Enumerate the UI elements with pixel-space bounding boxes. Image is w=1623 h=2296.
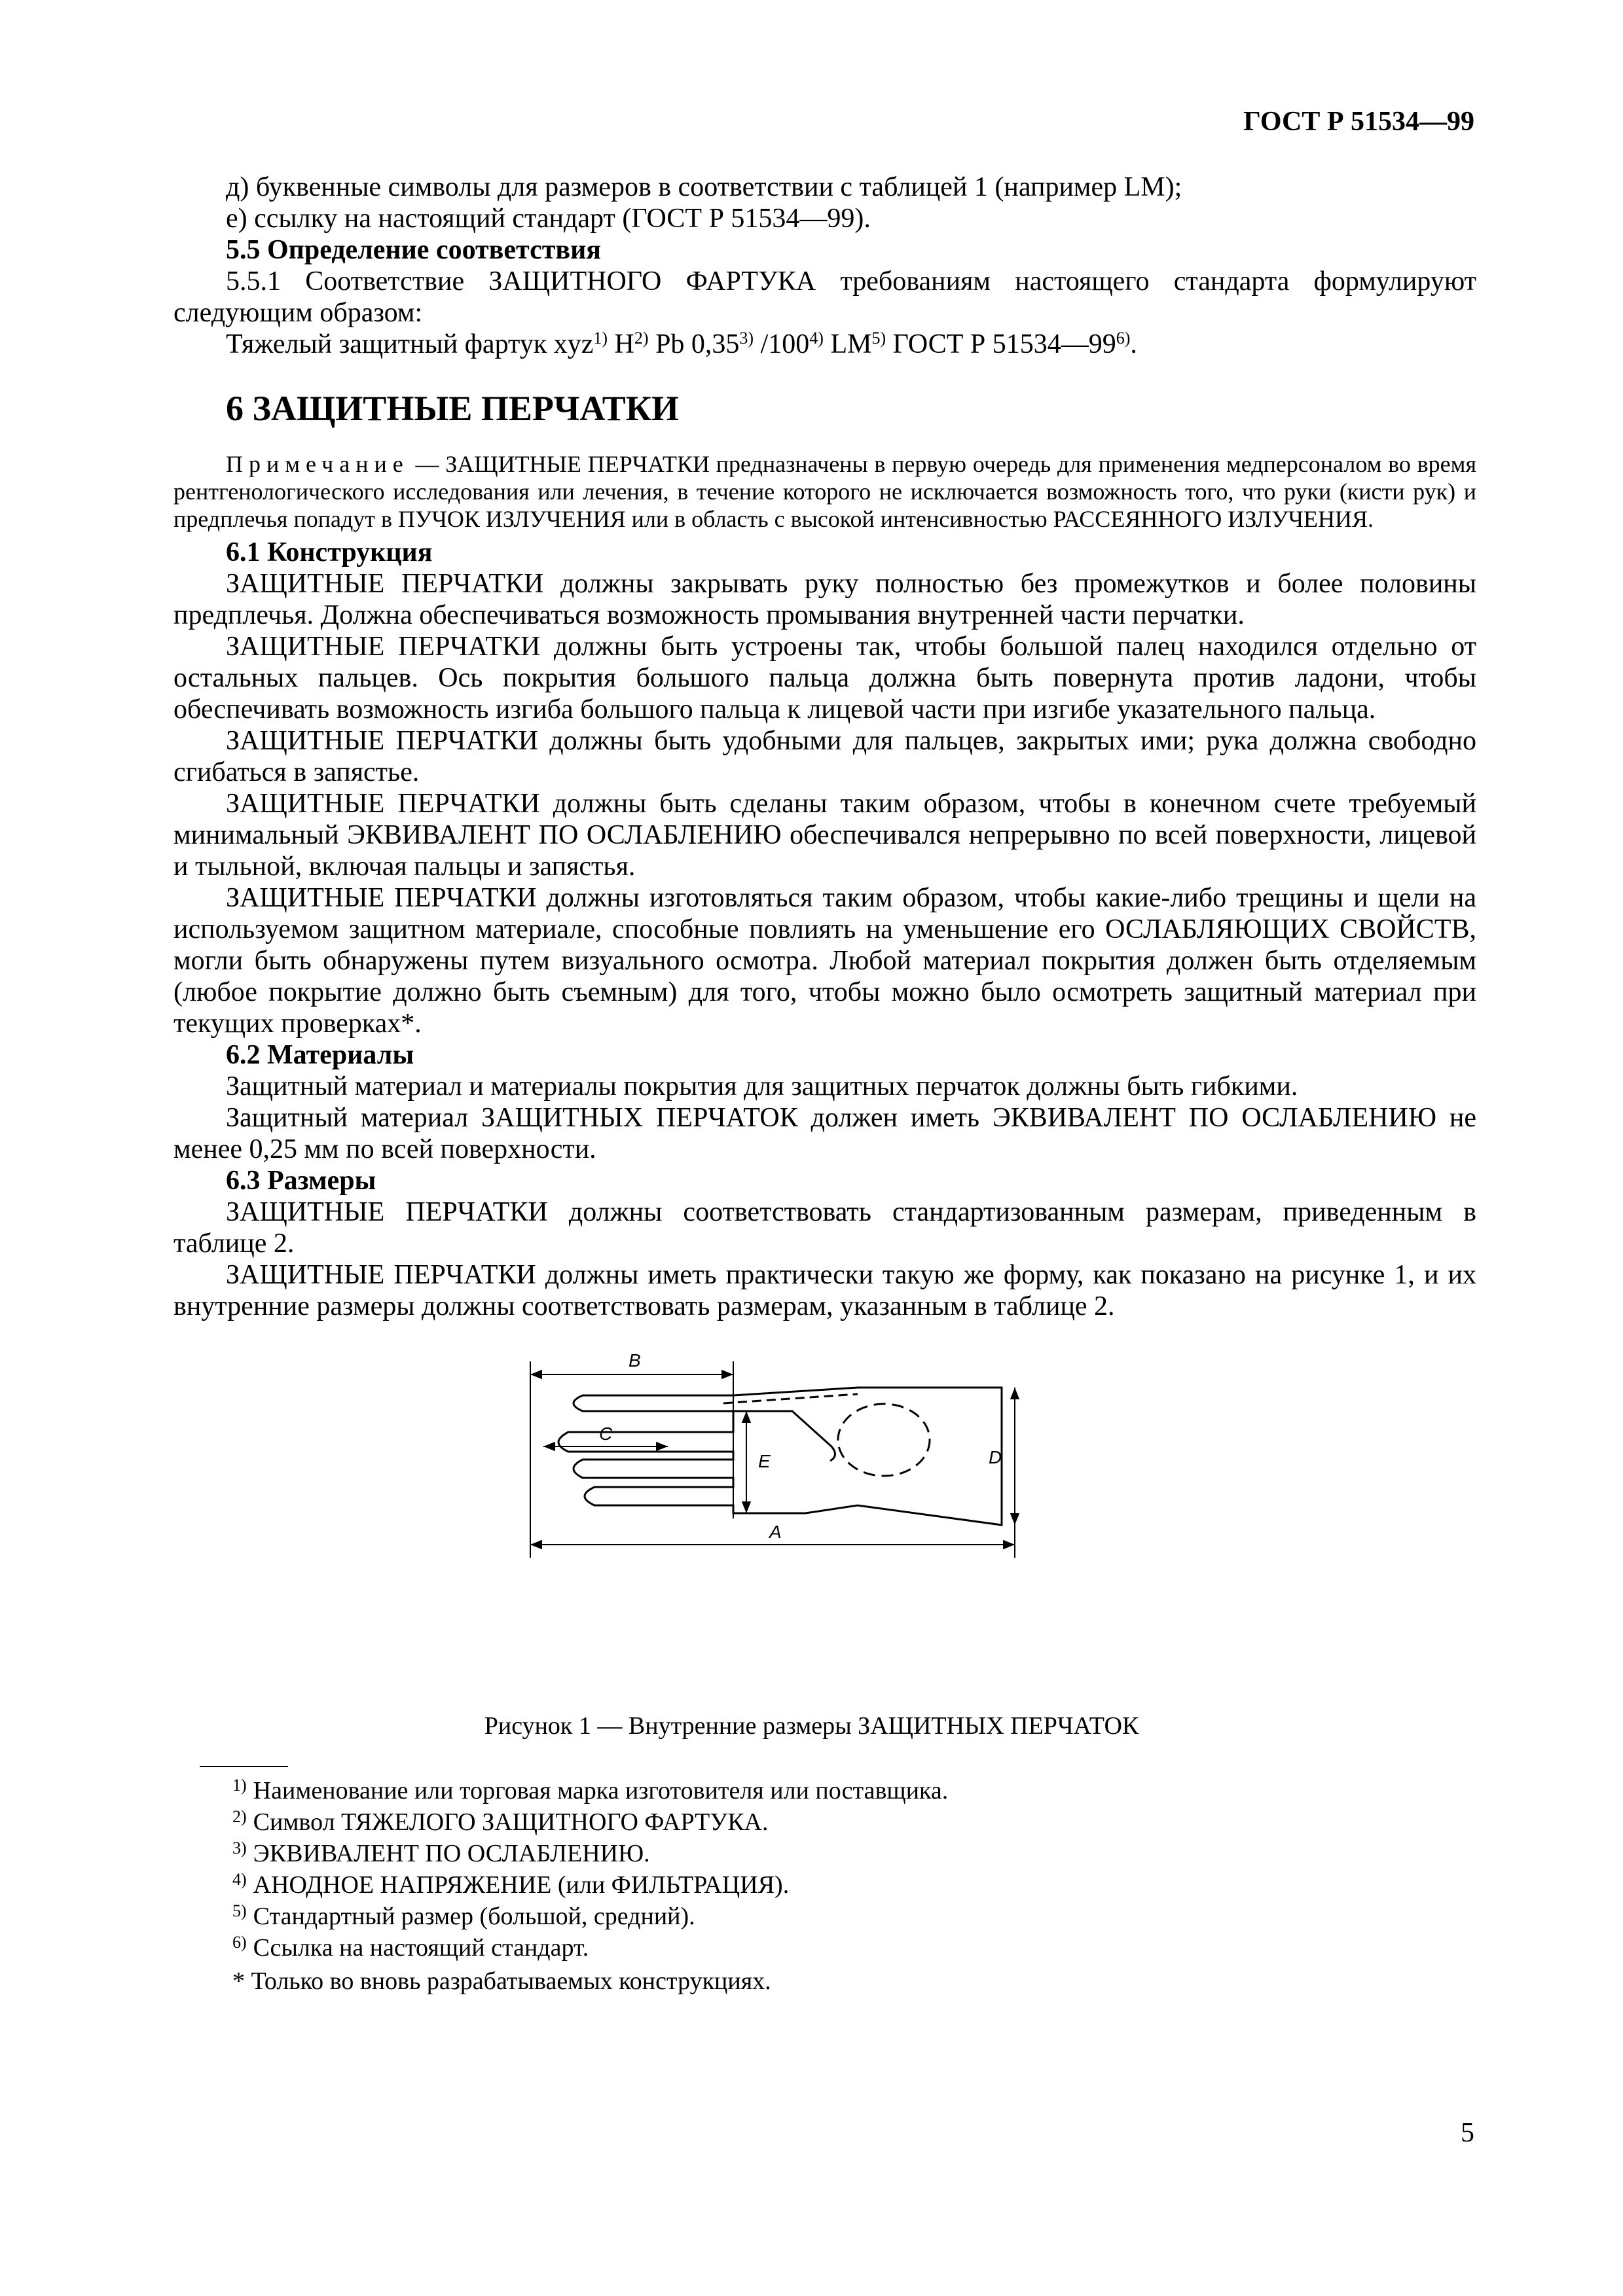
footnote-mark-4: 4) bbox=[232, 1870, 247, 1889]
footnote-ref-4: 4) bbox=[809, 329, 824, 348]
formula-text-1: Тяжелый защитный фартук xyz bbox=[226, 329, 594, 359]
paragraph-6-1-5: ЗАЩИТНЫЕ ПЕРЧАТКИ должны изготовляться таким образом, чтобы какие-либо трещины и щели на используемом защитном материале, способные повлиять на уменьшение его ОСЛАБЛЯЮЩИХ СВОЙСТВ, могли быть обнаружены путем визуального осмотра. Любой материал покрытия должен быть отделяемым (любое покрытие должно быть съемным) для того, чтобы можно было осмотреть защитный материал при текущих проверках*. bbox=[173, 883, 1476, 1039]
footnote-ref-6: 6) bbox=[1116, 329, 1131, 348]
footnote-text-4: АНОДНОЕ НАПРЯЖЕНИЕ (или ФИЛЬТРАЦИЯ). bbox=[253, 1871, 790, 1899]
footnote-ref-5: 5) bbox=[871, 329, 886, 348]
page-number: 5 bbox=[1461, 2118, 1474, 2148]
note-text: — ЗАЩИТНЫЕ ПЕРЧАТКИ предназначены в первую очередь для применения медперсоналом во время рентгенологического исследования или лечения, в течение которого не исключается возможность того, что руки (кисти рук) и предплечья попадут в ПУЧОК ИЗЛУЧЕНИЯ или в область с высокой интенсивностью РАССЕЯННОГО ИЗЛУЧЕНИЯ. bbox=[173, 451, 1476, 532]
paragraph-6-1-1: ЗАЩИТНЫЕ ПЕРЧАТКИ должны закрывать руку полностью без промежутков и более половины предплечья. Должна обеспечиваться возможность промывания внутренней части перчатки. bbox=[173, 569, 1476, 630]
paragraph-6-1-2: ЗАЩИТНЫЕ ПЕРЧАТКИ должны быть устроены так, чтобы большой палец находился отдельно от остальных пальцев. Ось покрытия большого пальца должна быть повернута против ладони, чтобы обеспечивать возможность изгиба большого пальца к лицевой части при изгибе указательного пальца. bbox=[173, 632, 1476, 725]
footnote-mark-3: 3) bbox=[232, 1839, 247, 1857]
paragraph-6-2-1: Защитный материал и материалы покрытия для защитных перчаток должны быть гибкими. bbox=[226, 1071, 1298, 1102]
glove-outline bbox=[558, 1388, 1002, 1525]
formula-text-2: H bbox=[608, 329, 634, 359]
paragraph-6-2-2: Защитный материал ЗАЩИТНЫХ ПЕРЧАТОК должен иметь ЭКВИВАЛЕНТ ПО ОСЛАБЛЕНИЮ не менее 0,25 мм по всей поверхности. bbox=[173, 1103, 1476, 1164]
list-item-e: е) ссылку на настоящий стандарт (ГОСТ Р 51534—99). bbox=[226, 204, 871, 234]
footnote-6 bbox=[232, 1932, 948, 1964]
footnote-1 bbox=[232, 1775, 948, 1806]
footnote-mark-2: 2) bbox=[232, 1807, 247, 1826]
dimension-label-e: E bbox=[758, 1451, 771, 1471]
footnotes bbox=[232, 1775, 948, 1964]
formula-text-4: /100 bbox=[754, 329, 810, 359]
formula-text-7: . bbox=[1130, 329, 1137, 359]
footnote-5 bbox=[232, 1901, 948, 1932]
footnote-2 bbox=[232, 1806, 948, 1838]
footnote-mark-5: 5) bbox=[232, 1901, 247, 1920]
subsection-title-6-1: 6.1 Конструкция bbox=[226, 537, 433, 567]
footnote-ref-3: 3) bbox=[739, 329, 754, 348]
paragraph-6-3-2: ЗАЩИТНЫЕ ПЕРЧАТКИ должны иметь практически такую же форму, как показано на рисунке 1, и их внутренние размеры должны соответствовать размерам, указанным в таблице 2. bbox=[173, 1260, 1476, 1321]
paragraph-6-3-1: ЗАЩИТНЫЕ ПЕРЧАТКИ должны соответствовать стандартизованным размерам, приведенным в таблице 2. bbox=[173, 1197, 1476, 1259]
subsection-title-6-3: 6.3 Размеры bbox=[226, 1166, 376, 1196]
footnote-text-1: Наименование или торговая марка изготовителя или поставщика. bbox=[253, 1777, 949, 1804]
asterisk-note: * Только во вновь разрабатываемых конструкциях. bbox=[232, 1967, 771, 1995]
paragraph-6-1-4: ЗАЩИТНЫЕ ПЕРЧАТКИ должны быть сделаны таким образом, чтобы в конечном счете требуемый минимальный ЭКВИВАЛЕНТ ПО ОСЛАБЛЕНИЮ обеспечивался непрерывно по всей поверхности, лицевой и тыльной, включая пальцы и запястья. bbox=[173, 789, 1476, 882]
footnote-text-2: Символ ТЯЖЕЛОГО ЗАЩИТНОГО ФАРТУКА. bbox=[253, 1808, 769, 1836]
dimension-label-d: D bbox=[989, 1447, 1002, 1467]
formula-text-5: LM bbox=[823, 329, 872, 359]
document-id-header: ГОСТ Р 51534—99 bbox=[1243, 107, 1474, 137]
conformity-formula bbox=[173, 329, 1476, 360]
formula-text-6: ГОСТ Р 51534—99 bbox=[886, 329, 1116, 359]
thumb-outline bbox=[723, 1394, 930, 1476]
figure-caption: Рисунок 1 — Внутренние размеры ЗАЩИТНЫХ ПЕРЧАТОК bbox=[484, 1712, 1139, 1740]
footnote-mark-6: 6) bbox=[232, 1933, 247, 1952]
footnote-text-6: Ссылка на настоящий стандарт. bbox=[253, 1934, 589, 1962]
footnote-ref-2: 2) bbox=[634, 329, 649, 348]
note-label: Примечание bbox=[226, 451, 409, 477]
list-item-d: д) буквенные символы для размеров в соответствии с таблицей 1 (например LM); bbox=[226, 172, 1182, 202]
footnote-separator bbox=[200, 1766, 288, 1767]
subsection-title-5-5: 5.5 Определение соответствия bbox=[226, 235, 602, 265]
dimension-label-c: C bbox=[599, 1424, 613, 1444]
subsection-title-6-2: 6.2 Материалы bbox=[226, 1040, 414, 1070]
paragraph-5-5-1: 5.5.1 Соответствие ЗАЩИТНОГО ФАРТУКА требованиям настоящего стандарта формулируют следующим образом: bbox=[173, 266, 1476, 328]
footnote-ref-1: 1) bbox=[593, 329, 608, 348]
footnote-text-3: ЭКВИВАЛЕНТ ПО ОСЛАБЛЕНИЮ. bbox=[253, 1840, 650, 1867]
glove-dimension-figure bbox=[517, 1348, 1106, 1689]
dimension-label-a: A bbox=[769, 1522, 782, 1542]
paragraph-6-1-3: ЗАЩИТНЫЕ ПЕРЧАТКИ должны быть удобными для пальцев, закрытых ими; рука должна свободно сгибаться в запястье. bbox=[173, 726, 1476, 787]
document-body bbox=[173, 171, 1476, 1322]
footnote-text-5: Стандартный размер (большой, средний). bbox=[253, 1903, 695, 1930]
dimension-label-b: B bbox=[629, 1350, 641, 1371]
footnote-4 bbox=[232, 1869, 948, 1901]
section-note bbox=[173, 450, 1476, 533]
section-title-6: 6 ЗАЩИТНЫЕ ПЕРЧАТКИ bbox=[226, 389, 679, 428]
footnote-mark-1: 1) bbox=[232, 1776, 247, 1795]
footnote-3 bbox=[232, 1838, 948, 1869]
formula-text-3: Pb 0,35 bbox=[648, 329, 740, 359]
